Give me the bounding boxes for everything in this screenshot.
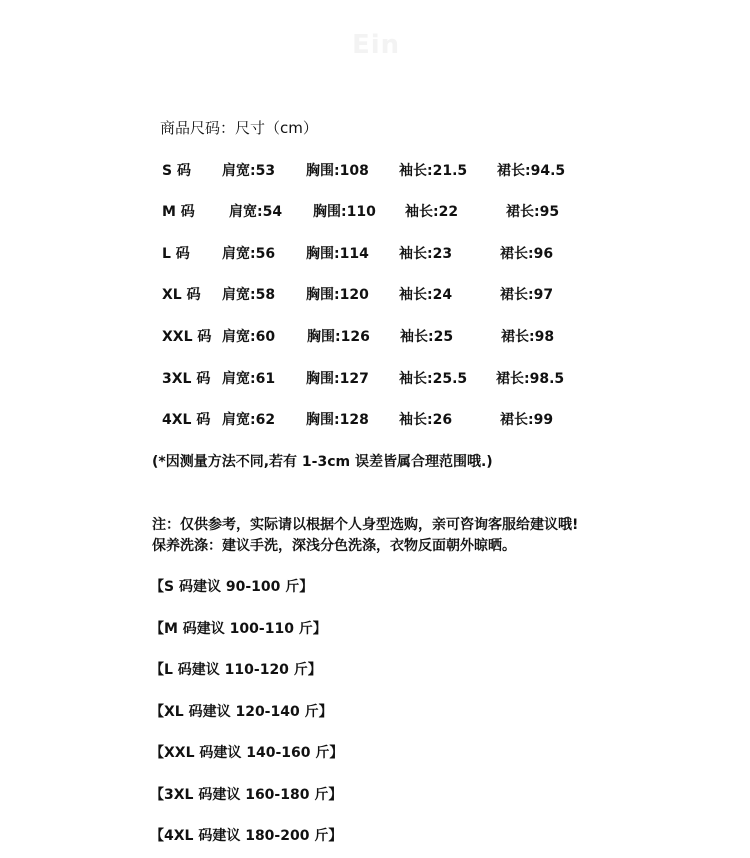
size-row-xl bbox=[0, 284, 750, 306]
size-row-s bbox=[0, 160, 750, 182]
recommendation-s: 【S 码建议 90-100 斤】 bbox=[150, 579, 314, 595]
recommendation-4xl: 【4XL 码建议 180-200 斤】 bbox=[150, 828, 343, 844]
chest-value: 胸围:120 bbox=[306, 287, 369, 303]
skirt-value: 裙长:99 bbox=[500, 412, 554, 428]
size-row-m bbox=[0, 201, 750, 223]
sleeve-value: 袖长:26 bbox=[399, 412, 453, 428]
size-label: XL 码 bbox=[162, 287, 201, 303]
size-row-l bbox=[0, 243, 750, 265]
recommendation-3xl: 【3XL 码建议 160-180 斤】 bbox=[150, 787, 343, 803]
size-label: M 码 bbox=[162, 204, 195, 220]
recommendation-m: 【M 码建议 100-110 斤】 bbox=[150, 621, 327, 637]
shoulder-value: 肩宽:60 bbox=[222, 329, 276, 345]
chest-value: 胸围:110 bbox=[313, 204, 376, 220]
shoulder-value: 肩宽:61 bbox=[222, 371, 276, 387]
measurement-note: (*因测量方法不同,若有 1-3cm 误差皆属合理范围哦.) bbox=[152, 454, 493, 470]
chest-value: 胸围:128 bbox=[306, 412, 369, 428]
sleeve-value: 袖长:24 bbox=[399, 287, 453, 303]
recommendation-xxl: 【XXL 码建议 140-160 斤】 bbox=[150, 745, 344, 761]
reference-note: 注：仅供参考，实际请以根据个人身型选购，亲可咨询客服给建议哦! bbox=[152, 517, 579, 533]
sleeve-value: 袖长:23 bbox=[399, 246, 453, 262]
size-label: S 码 bbox=[162, 163, 191, 179]
shoulder-value: 肩宽:53 bbox=[222, 163, 276, 179]
skirt-value: 裙长:95 bbox=[506, 204, 560, 220]
skirt-value: 裙长:96 bbox=[500, 246, 554, 262]
shoulder-value: 肩宽:62 bbox=[222, 412, 276, 428]
chest-value: 胸围:126 bbox=[307, 329, 370, 345]
skirt-value: 裙长:98.5 bbox=[496, 371, 565, 387]
skirt-value: 裙长:94.5 bbox=[497, 163, 566, 179]
size-row-3xl bbox=[0, 368, 750, 390]
chest-value: 胸围:127 bbox=[306, 371, 369, 387]
size-row-4xl bbox=[0, 409, 750, 431]
watermark-text: Ein bbox=[352, 30, 401, 60]
size-label: 4XL 码 bbox=[162, 412, 211, 428]
size-label: 3XL 码 bbox=[162, 371, 211, 387]
sleeve-value: 袖长:25 bbox=[400, 329, 454, 345]
recommendation-l: 【L 码建议 110-120 斤】 bbox=[150, 662, 322, 678]
sleeve-value: 袖长:25.5 bbox=[399, 371, 468, 387]
size-chart-title: 商品尺码：尺寸（cm） bbox=[160, 119, 318, 137]
size-row-xxl bbox=[0, 326, 750, 348]
sleeve-value: 袖长:21.5 bbox=[399, 163, 468, 179]
size-label: XXL 码 bbox=[162, 329, 212, 345]
sleeve-value: 袖长:22 bbox=[405, 204, 459, 220]
chest-value: 胸围:108 bbox=[306, 163, 369, 179]
shoulder-value: 肩宽:56 bbox=[222, 246, 276, 262]
chest-value: 胸围:114 bbox=[306, 246, 369, 262]
shoulder-value: 肩宽:54 bbox=[229, 204, 283, 220]
skirt-value: 裙长:98 bbox=[501, 329, 555, 345]
recommendation-xl: 【XL 码建议 120-140 斤】 bbox=[150, 704, 333, 720]
shoulder-value: 肩宽:58 bbox=[222, 287, 276, 303]
skirt-value: 裙长:97 bbox=[500, 287, 554, 303]
size-label: L 码 bbox=[162, 246, 190, 262]
care-note: 保养洗涤：建议手洗，深浅分色洗涤，衣物反面朝外晾晒。 bbox=[152, 538, 516, 554]
